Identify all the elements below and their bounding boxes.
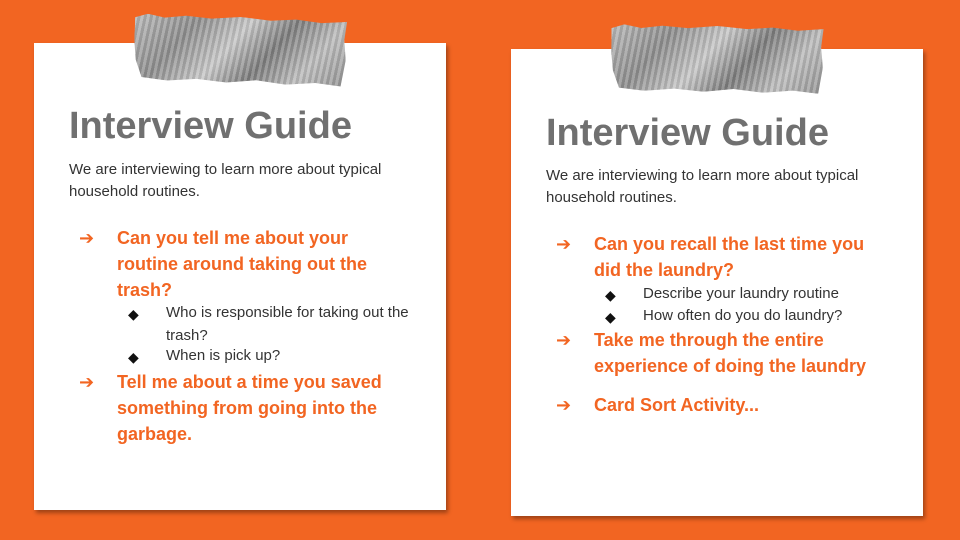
arrow-bullet-icon: ➔: [79, 372, 95, 392]
page-title: Interview Guide: [546, 112, 829, 154]
arrow-bullet-icon: ➔: [556, 395, 572, 415]
question-text: Can you recall the last time you did the laundry?: [594, 234, 865, 280]
diamond-bullet-icon: ◆: [605, 309, 616, 325]
page-title: Interview Guide: [69, 105, 352, 147]
question-text: Card Sort Activity...: [594, 395, 760, 415]
sub-question-text: Who is responsible for taking out the trash?: [166, 304, 409, 344]
question-item: [556, 392, 894, 418]
question-item: [79, 225, 407, 303]
diamond-bullet-icon: ◆: [128, 306, 139, 322]
question-text: Can you tell me about your routine around taking out the trash?: [117, 228, 367, 300]
intro-text: We are interviewing to learn more about typical household routines.: [69, 161, 382, 200]
question-item: [556, 327, 894, 379]
question-item: [79, 369, 417, 447]
question-item: [556, 231, 894, 283]
question-text: Take me through the entire experience of doing the laundry: [594, 330, 867, 376]
tape-image: [610, 24, 823, 94]
sub-question-item: [128, 301, 416, 347]
diamond-bullet-icon: ◆: [128, 349, 139, 365]
sub-question-item: [605, 282, 903, 305]
sub-question-item: [605, 304, 903, 327]
sub-question-text: When is pick up?: [166, 347, 281, 364]
diamond-bullet-icon: ◆: [605, 287, 616, 303]
sub-question-item: [128, 344, 416, 367]
intro-text: We are interviewing to learn more about typical household routines.: [546, 167, 859, 206]
arrow-bullet-icon: ➔: [556, 234, 572, 254]
sub-question-text: Describe your laundry routine: [643, 285, 839, 302]
sub-question-text: How often do you do laundry?: [643, 307, 843, 324]
question-text: Tell me about a time you saved something from going into the garbage.: [117, 372, 382, 444]
arrow-bullet-icon: ➔: [556, 330, 572, 350]
arrow-bullet-icon: ➔: [79, 228, 95, 248]
tape-image: [133, 13, 347, 86]
